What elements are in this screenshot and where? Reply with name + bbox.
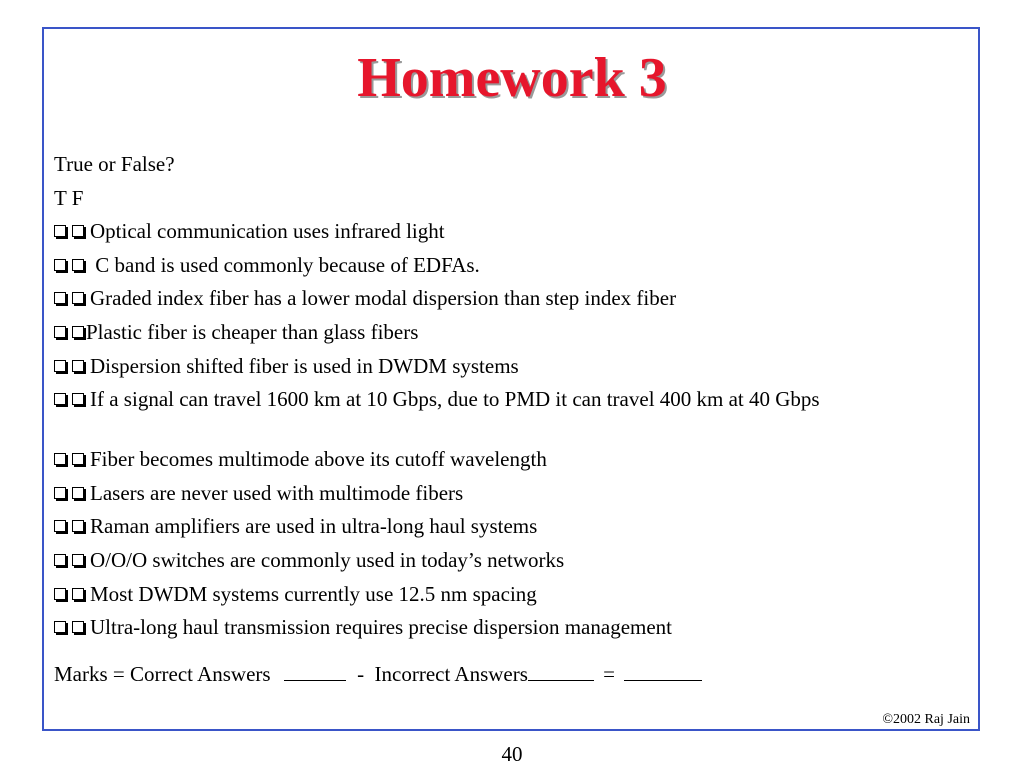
question-item (54, 285, 954, 319)
false-checkbox[interactable] (72, 259, 84, 271)
true-checkbox[interactable] (54, 292, 66, 304)
question-text: O/O/O switches are commonly used in today’s networks (90, 547, 565, 572)
marks-minus: - Incorrect Answers (357, 661, 528, 686)
true-checkbox[interactable] (54, 453, 66, 465)
false-checkbox[interactable] (72, 393, 84, 405)
true-checkbox[interactable] (54, 554, 66, 566)
question-item (54, 581, 954, 615)
correct-answers-blank[interactable] (284, 662, 346, 681)
question-item (54, 353, 954, 387)
question-text: Lasers are never used with multimode fibers (90, 480, 464, 505)
question-text: Graded index fiber has a lower modal dispersion than step index fiber (90, 286, 677, 311)
false-checkbox[interactable] (72, 453, 84, 465)
question-text: Ultra-long haul transmission requires precise dispersion management (90, 615, 673, 640)
question-text: Plastic fiber is cheaper than glass fibers (86, 319, 419, 344)
question-text: If a signal can travel 1600 km at 10 Gbps, due to PMD it can travel 400 km at 40 Gbps (90, 387, 820, 412)
false-checkbox[interactable] (72, 554, 84, 566)
question-item (54, 319, 954, 353)
question-item (54, 218, 954, 252)
question-item (54, 614, 954, 648)
question-text: Most DWDM systems currently use 12.5 nm spacing (90, 581, 537, 606)
question-item (54, 446, 954, 480)
marks-formula (54, 661, 954, 687)
true-checkbox[interactable] (54, 259, 66, 271)
question-text: C band is used commonly because of EDFAs. (90, 252, 480, 277)
question-item (54, 386, 954, 446)
slide-content (54, 151, 954, 687)
true-checkbox[interactable] (54, 487, 66, 499)
false-checkbox[interactable] (72, 225, 84, 237)
false-checkbox[interactable] (72, 292, 84, 304)
question-item (54, 547, 954, 581)
incorrect-answers-blank[interactable] (528, 662, 594, 681)
false-checkbox[interactable] (72, 588, 84, 600)
tf-header: T F (54, 185, 84, 210)
slide-title: Homework 3 (357, 47, 667, 109)
marks-label: Marks = Correct Answers (54, 661, 271, 686)
true-checkbox[interactable] (54, 393, 66, 405)
true-checkbox[interactable] (54, 621, 66, 633)
false-checkbox[interactable] (72, 360, 84, 372)
false-checkbox[interactable] (72, 326, 84, 338)
page-number: 40 (501, 742, 523, 766)
true-checkbox[interactable] (54, 520, 66, 532)
question-text: Optical communication uses infrared light (90, 219, 445, 244)
question-text: Dispersion shifted fiber is used in DWDM systems (90, 353, 519, 378)
question-item (54, 513, 954, 547)
false-checkbox[interactable] (72, 621, 84, 633)
true-checkbox[interactable] (54, 360, 66, 372)
intro-text: True or False? (54, 152, 175, 176)
marks-equals: = (603, 661, 616, 686)
false-checkbox[interactable] (72, 487, 84, 499)
question-item (54, 252, 954, 286)
question-item (54, 480, 954, 514)
false-checkbox[interactable] (72, 520, 84, 532)
true-checkbox[interactable] (54, 326, 66, 338)
question-text: Fiber becomes multimode above its cutoff wavelength (90, 447, 547, 472)
copyright-text: ©2002 Raj Jain (882, 712, 970, 727)
total-marks-blank[interactable] (624, 662, 702, 681)
question-text: Raman amplifiers are used in ultra-long haul systems (90, 514, 538, 539)
true-checkbox[interactable] (54, 225, 66, 237)
true-checkbox[interactable] (54, 588, 66, 600)
